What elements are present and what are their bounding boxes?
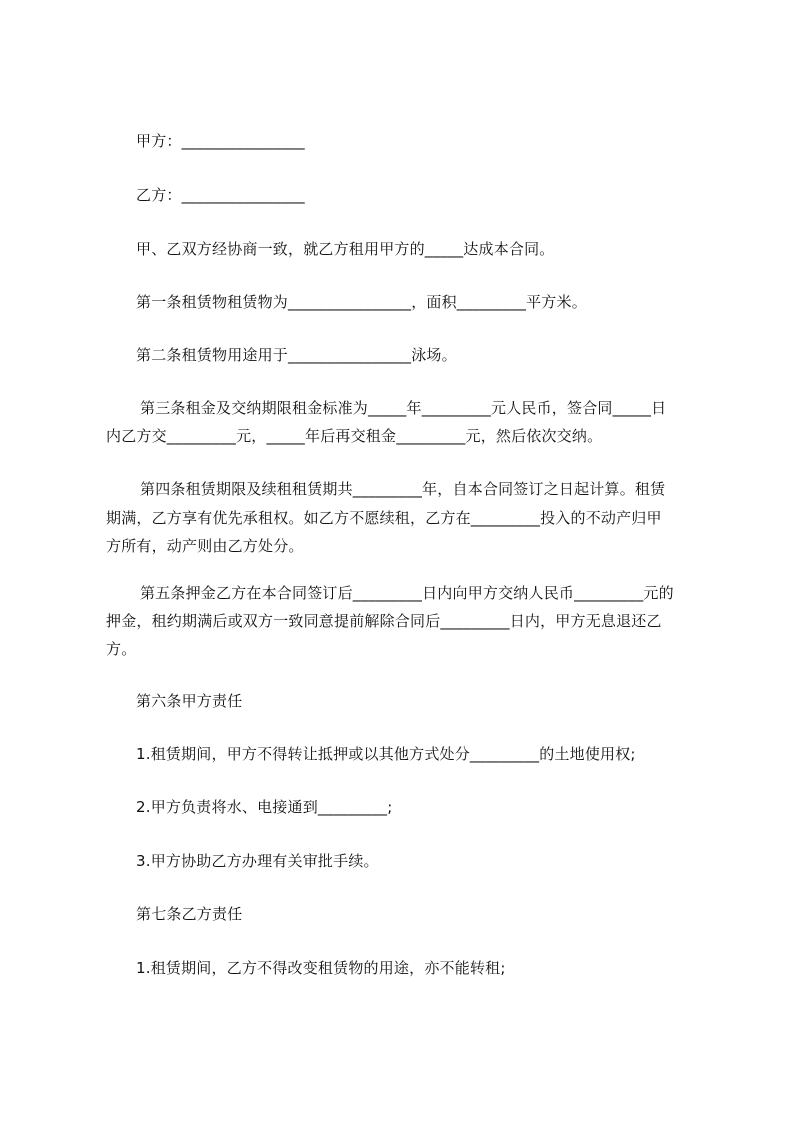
article-5-line-1: 第五条押金乙方在本合同签订后_________日内向甲方交纳人民币_________元的: [140, 584, 674, 602]
article-7-title: 第七条乙方责任: [136, 905, 243, 923]
article-6-item-3-text: 3.甲方协助乙方办理有关审批手续。: [136, 852, 379, 870]
article-1-text: 第一条租赁物租赁物为________________，面积_________平方米。: [136, 293, 587, 311]
intro-text: 甲、乙双方经协商一致，就乙方租用甲方的_____达成本合同。: [136, 240, 555, 258]
article-6-item-2-text: 2.甲方负责将水、电接通到_________;: [136, 798, 393, 816]
article-3-line-1: 第三条租金及交纳期限租金标准为_____年_________元人民币，签合同_____日: [140, 399, 667, 417]
party-b-text: 乙方：________________: [136, 186, 305, 204]
article-6-title: 第六条甲方责任: [136, 692, 243, 710]
article-5-line-3: 方。: [106, 640, 137, 658]
article-4-line-3: 方所有，动产则由乙方处分。: [106, 537, 304, 555]
article-6-item-1-text: 1.租赁期间，甲方不得转让抵押或以其他方式处分_________的土地使用权;: [136, 745, 636, 763]
article-2-text: 第二条租赁物用途用于________________泳场。: [136, 346, 457, 364]
article-5-line-2: 押金，租约期满后或双方一致同意提前解除合同后_________日内，甲方无息退还乙: [106, 612, 662, 630]
party-a-text: 甲方：________________: [136, 132, 305, 150]
article-3-line-2: 内乙方交_________元，_____年后再交租金_________元，然后依次交纳。: [106, 427, 603, 445]
article-7-item-1-text: 1.租赁期间，乙方不得改变租赁物的用途，亦不能转租;: [136, 959, 506, 977]
article-4-line-1: 第四条租赁期限及续租租赁期共_________年，自本合同签订之日起计算。租赁: [140, 480, 666, 498]
article-4-line-2: 期满，乙方享有优先承租权。如乙方不愿续租，乙方在_________投入的不动产归甲: [106, 509, 662, 527]
